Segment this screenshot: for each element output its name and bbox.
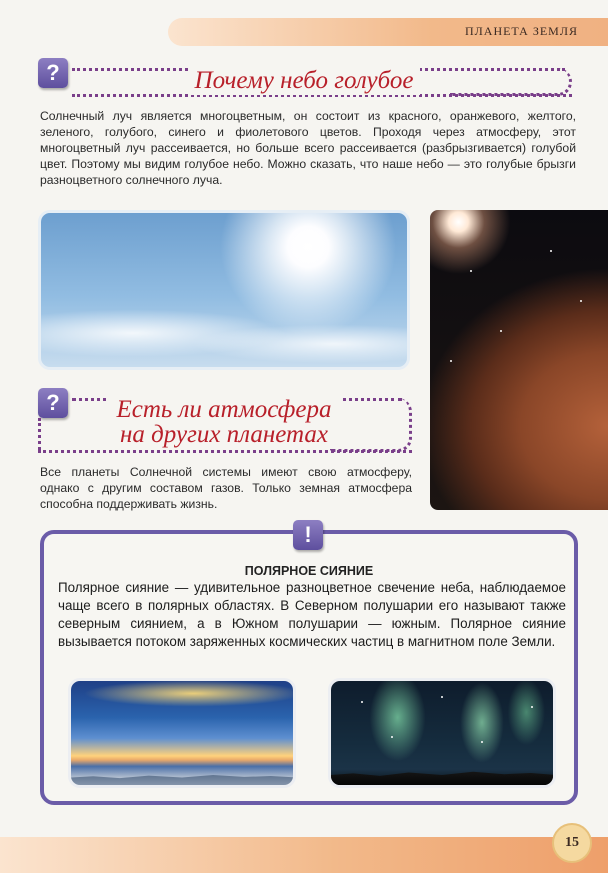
dotted-frame-bottom xyxy=(38,450,412,453)
section-body-why-sky-blue: Солнечный луч является многоцветным, он состоит из красного, оранжевого, желтого, зеленого, голубого, синего и фиолетового цветов. Проходя через атмосферу, этот многоцветный луч рассеивается, но больше всего рассеивается (разбрызгивается) голубой цвет. Поэтому мы видим голубое небо. Можно сказать, что наше небо — это голубые брызги разноцветного солнечного луча. xyxy=(40,109,576,187)
heading-line-2: на других планетах xyxy=(120,421,328,448)
sky-photo xyxy=(38,210,410,370)
running-header-title: ПЛАНЕТА ЗЕМЛЯ xyxy=(464,24,578,38)
section-heading-why-sky-blue: Почему небо голубое xyxy=(188,67,420,95)
aurora-photo-sunset xyxy=(68,678,296,788)
dotted-frame-right xyxy=(330,398,412,452)
info-box-aurora xyxy=(40,530,578,805)
heading-line-1: Есть ли атмосфера xyxy=(116,396,332,423)
exclamation-icon: ! xyxy=(293,520,323,550)
info-box-title: ПОЛЯРНОЕ СИЯНИЕ xyxy=(244,564,374,578)
dotted-frame-left xyxy=(38,418,41,450)
info-box-text: Полярное сияние — удивительное разноцветное свечение неба, наблюдаемое чаще всего в полярных областях. В Северном полушарии его называют также северным сиянием, а в Южном полушарии — южным. Полярное сияние вызывается потоком заряженных космических частиц в магнитном поле Земли. xyxy=(58,580,566,649)
section-heading-other-planets xyxy=(108,397,340,447)
section-body-other-planets: Все планеты Солнечной системы имеют свою атмосферу, однако с другим составом газов. Только земная атмосфера способна поддерживать жизнь. xyxy=(40,465,412,511)
footer-band xyxy=(0,837,608,873)
dotted-frame-right xyxy=(450,68,572,96)
question-icon: ? xyxy=(38,58,68,88)
planet-atmosphere-photo xyxy=(430,210,608,510)
page-number: 15 xyxy=(552,823,592,863)
question-icon: ? xyxy=(38,388,68,418)
header-band xyxy=(168,18,608,46)
aurora-photo-night xyxy=(328,678,556,788)
